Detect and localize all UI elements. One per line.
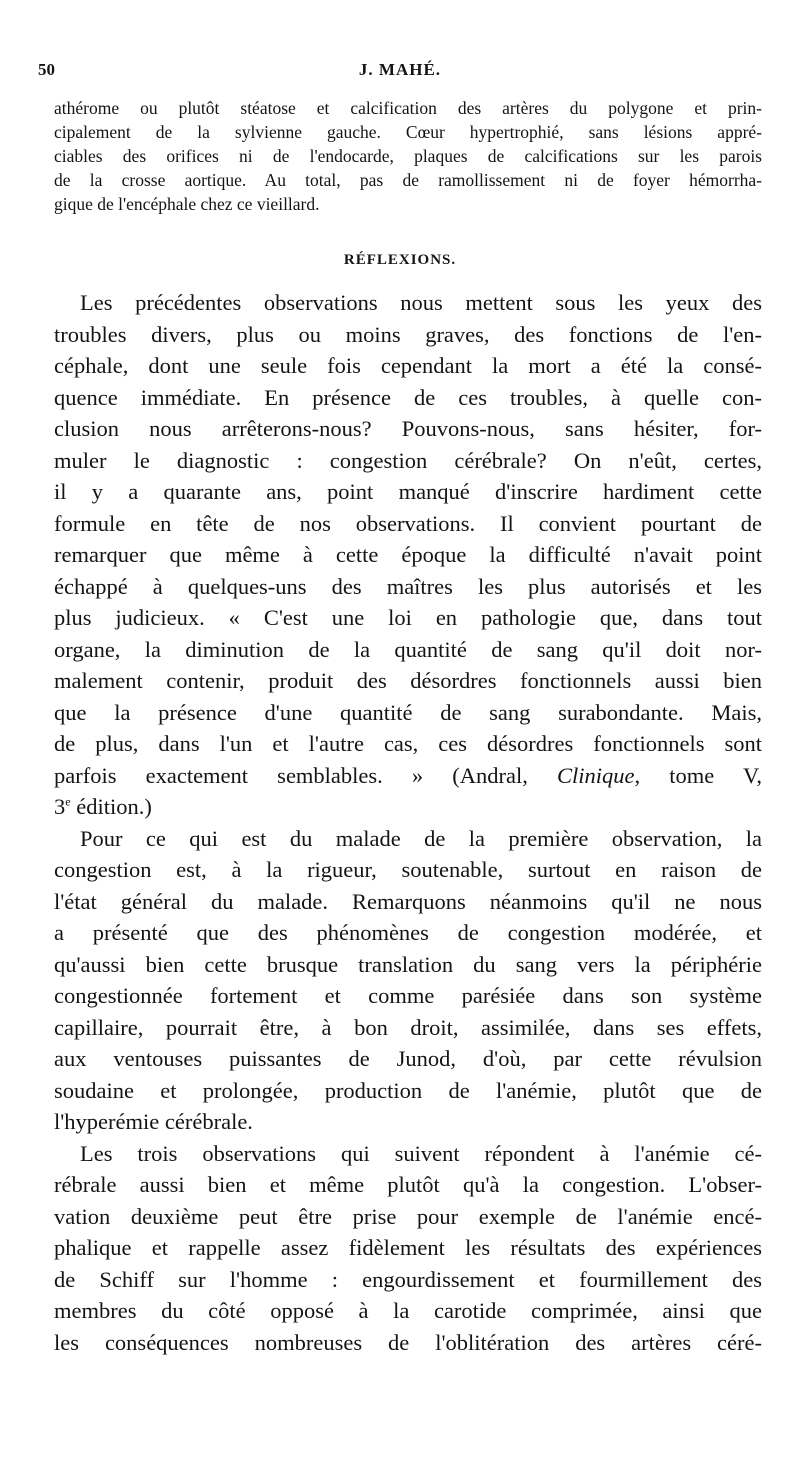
body-line: il y a quarante ans, point manqué d'inscrire hardiment cette xyxy=(54,479,762,504)
body-line: l'état général du malade. Remarquons néanmoins qu'il ne nous xyxy=(54,888,762,914)
body-line: organe, la diminution de la quantité de sang qu'il doit nor- xyxy=(54,636,762,662)
intro-line: gique de l'encéphale chez ce vieillard. xyxy=(54,194,320,214)
body-line: vation deuxième peut être prise pour exemple de l'anémie encé- xyxy=(54,1203,762,1229)
body-line: Pour ce qui est du malade de la première observation, la xyxy=(80,825,762,851)
running-author: J. MAHÉ. xyxy=(358,60,442,79)
body-line: clusion nous arrêterons-nous? Pouvons-nous, sans hésiter, for- xyxy=(54,416,762,441)
intro-line: athérome ou plutôt stéatose et calcification des artères du polygone et prin- xyxy=(54,98,762,118)
intro-line: de la crosse aortique. Au total, pas de ramollissement ni de foyer hémorrha- xyxy=(54,170,762,190)
body-line: congestion est, à la rigueur, soutenable, surtout en raison de xyxy=(54,857,762,882)
intro-paragraph xyxy=(54,96,762,216)
body-line: échappé à quelques-uns des maîtres les plus autorisés et les xyxy=(54,573,762,599)
body-line: quence immédiate. En présence de ces troubles, à quelle con- xyxy=(54,384,762,410)
body-line: capillaire, pourrait être, à bon droit, assimilée, dans ses effets, xyxy=(54,1014,762,1040)
body-line: phalique et rappelle assez fidèlement les résultats des expériences xyxy=(54,1235,762,1260)
body-line: l'hyperémie cérébrale. xyxy=(54,1109,253,1134)
body-line: troubles divers, plus ou moins graves, des fonctions de l'en- xyxy=(54,321,762,347)
body-text xyxy=(54,287,762,1358)
body-line: que la présence d'une quantité de sang surabondante. Mais, xyxy=(54,699,762,725)
body-line: rébrale aussi bien et même plutôt qu'à la congestion. L'obser- xyxy=(54,1172,762,1197)
body-line: aux ventouses puissantes de Junod, d'où, par cette révulsion xyxy=(54,1046,762,1071)
body-line: de Schiff sur l'homme : engourdissement et fourmillement des xyxy=(54,1266,762,1292)
body-line: formule en tête de nos observations. Il convient pourtant de xyxy=(54,510,762,536)
body-line: Les précédentes observations nous mettent sous les yeux des xyxy=(80,290,762,315)
body-line: malement contenir, produit des désordres fonctionnels aussi bien xyxy=(54,668,762,693)
body-line: soudaine et prolongée, production de l'anémie, plutôt que de xyxy=(54,1077,762,1103)
page-number: 50 xyxy=(38,60,55,79)
body-line: membres du côté opposé à la carotide comprimée, ainsi que xyxy=(54,1298,762,1323)
body-line: remarquer que même à cette époque la difficulté n'avait point xyxy=(54,542,762,567)
body-line: qu'aussi bien cette brusque translation du sang vers la périphérie xyxy=(54,951,762,977)
intro-line: cipalement de la sylvienne gauche. Cœur hypertrophié, sans lésions appré- xyxy=(54,122,762,142)
body-line: congestionnée fortement et comme parésiée dans son système xyxy=(54,983,762,1008)
body-line: de plus, dans l'un et l'autre cas, ces désordres fonctionnels sont xyxy=(54,731,762,756)
intro-line: ciables des orifices ni de l'endocarde, plaques de calcifications sur les parois xyxy=(54,146,762,166)
body-line: plus judicieux. « C'est une loi en pathologie que, dans tout xyxy=(54,605,762,630)
body-line: Les trois observations qui suivent répondent à l'anémie cé- xyxy=(80,1140,762,1166)
body-line: les conséquences nombreuses de l'oblitération des artères céré- xyxy=(54,1329,762,1355)
section-heading: RÉFLEXIONS. xyxy=(343,252,457,268)
body-line: céphale, dont une seule fois cependant la mort a été la consé- xyxy=(54,353,762,378)
running-header xyxy=(38,60,762,86)
body-line: a présenté que des phénomènes de congestion modérée, et xyxy=(54,920,762,945)
body-line: 3e édition.) xyxy=(54,794,152,819)
body-line: muler le diagnostic : congestion cérébrale? On n'eût, certes, xyxy=(54,447,762,473)
body-line: parfois exactement semblables. » (Andral, Clinique, tome V, xyxy=(54,762,762,788)
